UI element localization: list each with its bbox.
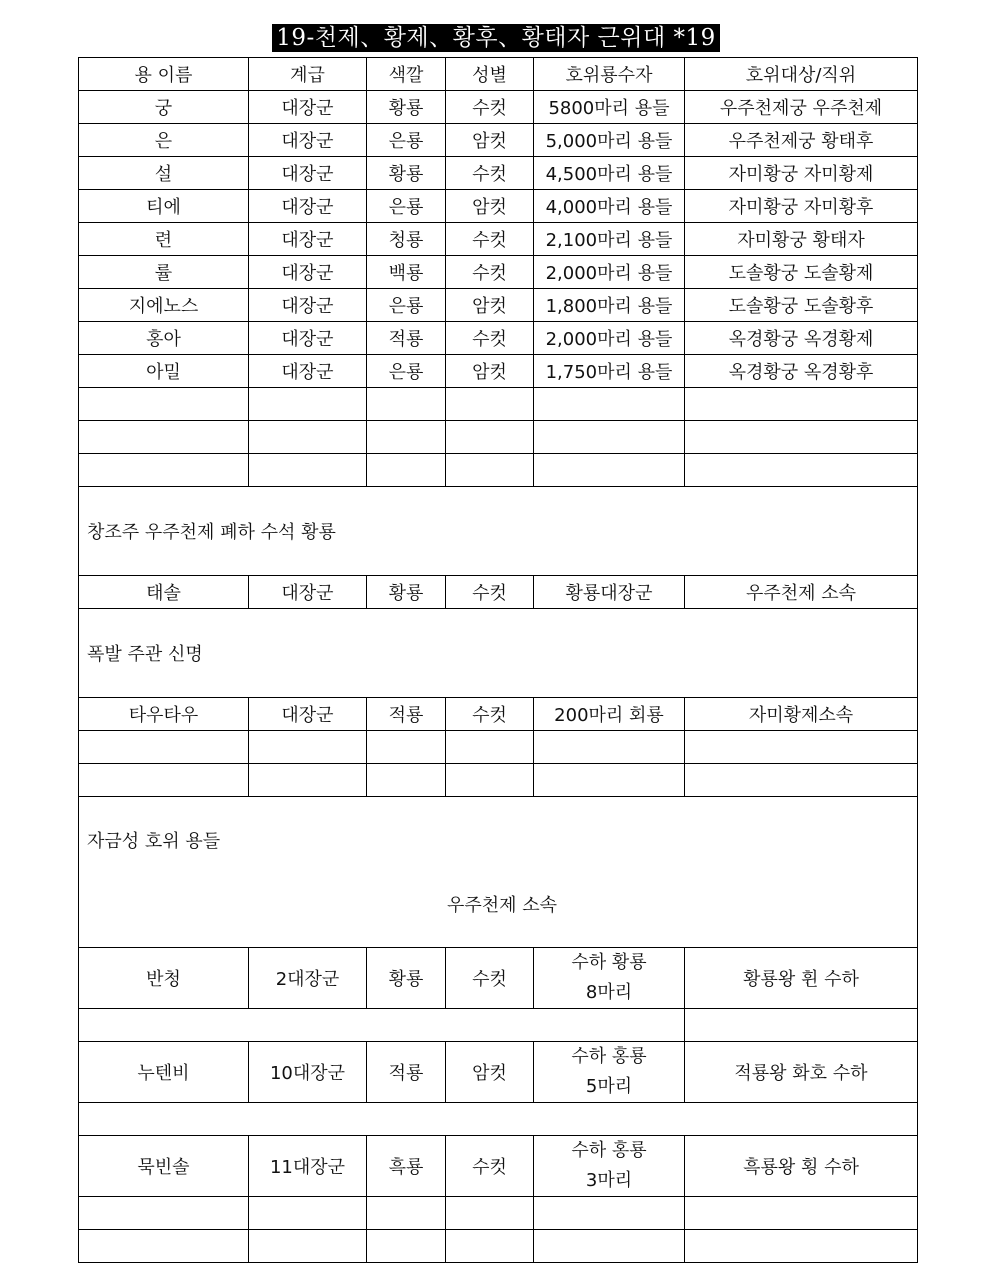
dragon-color: 백룡 bbox=[367, 256, 446, 289]
guard-count-line1: 수하 황룡 bbox=[571, 952, 647, 973]
empty-row bbox=[79, 764, 918, 797]
empty-row bbox=[79, 1230, 918, 1263]
guard-target: 자미황제소속 bbox=[685, 698, 918, 731]
rank: 대장군 bbox=[249, 289, 367, 322]
sex: 암컷 bbox=[446, 190, 534, 223]
table-row bbox=[79, 289, 918, 322]
dragon-name: 설 bbox=[79, 157, 249, 190]
sex: 수컷 bbox=[446, 698, 534, 731]
dragon-color: 황룡 bbox=[367, 948, 446, 1009]
dragon-color: 황룡 bbox=[367, 576, 446, 609]
rank: 대장군 bbox=[249, 223, 367, 256]
guard-target: 우주천제궁 황태후 bbox=[685, 124, 918, 157]
empty-row bbox=[79, 454, 918, 487]
sex: 수컷 bbox=[446, 223, 534, 256]
dragon-name: 반청 bbox=[79, 948, 249, 1009]
section-heading: 창조주 우주천제 폐하 수석 황룡 bbox=[87, 522, 336, 543]
guard-target: 도솔황궁 도솔황후 bbox=[685, 289, 918, 322]
sex: 수컷 bbox=[446, 157, 534, 190]
sex: 수컷 bbox=[446, 91, 534, 124]
rank: 대장군 bbox=[249, 190, 367, 223]
guard-target: 자미황궁 자미황제 bbox=[685, 157, 918, 190]
dragon-name: 은 bbox=[79, 124, 249, 157]
rank: 11대장군 bbox=[249, 1136, 367, 1197]
sex: 수컷 bbox=[446, 256, 534, 289]
dragon-name: 누텐비 bbox=[79, 1042, 249, 1103]
guard-count: 200마리 회룡 bbox=[534, 698, 685, 731]
table-row bbox=[79, 1136, 918, 1197]
rank: 10대장군 bbox=[249, 1042, 367, 1103]
table-row bbox=[79, 157, 918, 190]
header-cell: 색깔 bbox=[367, 58, 446, 91]
guard-count-line1: 수하 홍룡 bbox=[571, 1140, 647, 1161]
dragon-name: 홍아 bbox=[79, 322, 249, 355]
guard-count bbox=[534, 1136, 685, 1197]
empty-row bbox=[79, 1103, 918, 1136]
guard-target: 옥경황궁 옥경황후 bbox=[685, 355, 918, 388]
table-row bbox=[79, 322, 918, 355]
section-heading-cell bbox=[79, 487, 918, 576]
dragon-color: 은룡 bbox=[367, 289, 446, 322]
table-row bbox=[79, 190, 918, 223]
table-row bbox=[79, 948, 918, 1009]
header-cell: 용 이름 bbox=[79, 58, 249, 91]
empty-row bbox=[79, 421, 918, 454]
dragon-color: 적룡 bbox=[367, 698, 446, 731]
guard-target: 우주천제궁 우주천제 bbox=[685, 91, 918, 124]
table-row bbox=[79, 355, 918, 388]
page-title: 19-천제、황제、황후、황태자 근위대 *19 bbox=[272, 24, 720, 52]
dragon-color: 적룡 bbox=[367, 1042, 446, 1103]
dragon-name: 티에 bbox=[79, 190, 249, 223]
table-row bbox=[79, 91, 918, 124]
guard-target: 자미황궁 황태자 bbox=[685, 223, 918, 256]
guard-count: 5800마리 용들 bbox=[534, 91, 685, 124]
header-row bbox=[79, 58, 918, 91]
dragon-name: 묵빈솔 bbox=[79, 1136, 249, 1197]
dragon-name: 률 bbox=[79, 256, 249, 289]
empty-row bbox=[79, 1009, 918, 1042]
guard-target: 적룡왕 화호 수하 bbox=[685, 1042, 918, 1103]
table-row bbox=[79, 256, 918, 289]
section-heading-cell bbox=[79, 797, 918, 948]
empty-row bbox=[79, 388, 918, 421]
rank: 대장군 bbox=[249, 576, 367, 609]
table-row bbox=[79, 223, 918, 256]
dragon-color: 적룡 bbox=[367, 322, 446, 355]
table-row bbox=[79, 124, 918, 157]
header-cell: 성별 bbox=[446, 58, 534, 91]
sex: 수컷 bbox=[446, 322, 534, 355]
dragon-name: 아밀 bbox=[79, 355, 249, 388]
sex: 암컷 bbox=[446, 1042, 534, 1103]
section-heading: 자금성 호위 용들 bbox=[87, 831, 221, 852]
section-heading: 폭발 주관 신명 bbox=[87, 644, 203, 665]
section-heading-cell bbox=[79, 609, 918, 698]
guard-count-line1: 수하 홍룡 bbox=[571, 1046, 647, 1067]
rank: 대장군 bbox=[249, 157, 367, 190]
guard-target: 우주천제 소속 bbox=[685, 576, 918, 609]
dragon-name: 련 bbox=[79, 223, 249, 256]
dragon-color: 은룡 bbox=[367, 190, 446, 223]
dragon-name: 궁 bbox=[79, 91, 249, 124]
guard-count: 2,000마리 용들 bbox=[534, 322, 685, 355]
guard-target: 흑룡왕 횡 수하 bbox=[685, 1136, 918, 1197]
dragon-color: 황룡 bbox=[367, 91, 446, 124]
rank: 대장군 bbox=[249, 698, 367, 731]
section-header-row bbox=[79, 797, 918, 948]
sex: 수컷 bbox=[446, 576, 534, 609]
table-row bbox=[79, 1042, 918, 1103]
sex: 암컷 bbox=[446, 124, 534, 157]
guard-count-line2: 5마리 bbox=[585, 1076, 633, 1097]
guard-count bbox=[534, 1042, 685, 1103]
guard-count-line2: 3마리 bbox=[585, 1170, 633, 1191]
dragon-color: 청룡 bbox=[367, 223, 446, 256]
dragon-color: 흑룡 bbox=[367, 1136, 446, 1197]
guard-target: 옥경황궁 옥경황제 bbox=[685, 322, 918, 355]
table-row bbox=[79, 576, 918, 609]
section-header-row bbox=[79, 609, 918, 698]
guard-count-line2: 8마리 bbox=[585, 982, 633, 1003]
rank: 대장군 bbox=[249, 322, 367, 355]
section-header-row bbox=[79, 487, 918, 576]
dragon-name: 지에노스 bbox=[79, 289, 249, 322]
rank: 대장군 bbox=[249, 124, 367, 157]
guard-target: 도솔황궁 도솔황제 bbox=[685, 256, 918, 289]
guard-table bbox=[78, 57, 918, 1263]
rank: 대장군 bbox=[249, 256, 367, 289]
sex: 암컷 bbox=[446, 355, 534, 388]
guard-count: 황룡대장군 bbox=[534, 576, 685, 609]
empty-row bbox=[79, 731, 918, 764]
title-container bbox=[0, 24, 992, 52]
guard-count: 2,100마리 용들 bbox=[534, 223, 685, 256]
dragon-name: 태솔 bbox=[79, 576, 249, 609]
section-subheading: 우주천제 소속 bbox=[446, 895, 558, 916]
empty-row bbox=[79, 1197, 918, 1230]
sex: 암컷 bbox=[446, 289, 534, 322]
dragon-color: 은룡 bbox=[367, 355, 446, 388]
guard-count: 5,000마리 용들 bbox=[534, 124, 685, 157]
header-cell: 호위대상/직위 bbox=[685, 58, 918, 91]
dragon-name: 타우타우 bbox=[79, 698, 249, 731]
sex: 수컷 bbox=[446, 948, 534, 1009]
header-cell: 호위룡수자 bbox=[534, 58, 685, 91]
guard-target: 자미황궁 자미황후 bbox=[685, 190, 918, 223]
sex: 수컷 bbox=[446, 1136, 534, 1197]
guard-count: 4,500마리 용들 bbox=[534, 157, 685, 190]
guard-count: 1,800마리 용들 bbox=[534, 289, 685, 322]
dragon-color: 황룡 bbox=[367, 157, 446, 190]
dragon-color: 은룡 bbox=[367, 124, 446, 157]
table-row bbox=[79, 698, 918, 731]
guard-count: 1,750마리 용들 bbox=[534, 355, 685, 388]
rank: 대장군 bbox=[249, 91, 367, 124]
rank: 2대장군 bbox=[249, 948, 367, 1009]
guard-count: 4,000마리 용들 bbox=[534, 190, 685, 223]
rank: 대장군 bbox=[249, 355, 367, 388]
guard-target: 황룡왕 휜 수하 bbox=[685, 948, 918, 1009]
header-cell: 계급 bbox=[249, 58, 367, 91]
guard-count: 2,000마리 용들 bbox=[534, 256, 685, 289]
guard-count bbox=[534, 948, 685, 1009]
